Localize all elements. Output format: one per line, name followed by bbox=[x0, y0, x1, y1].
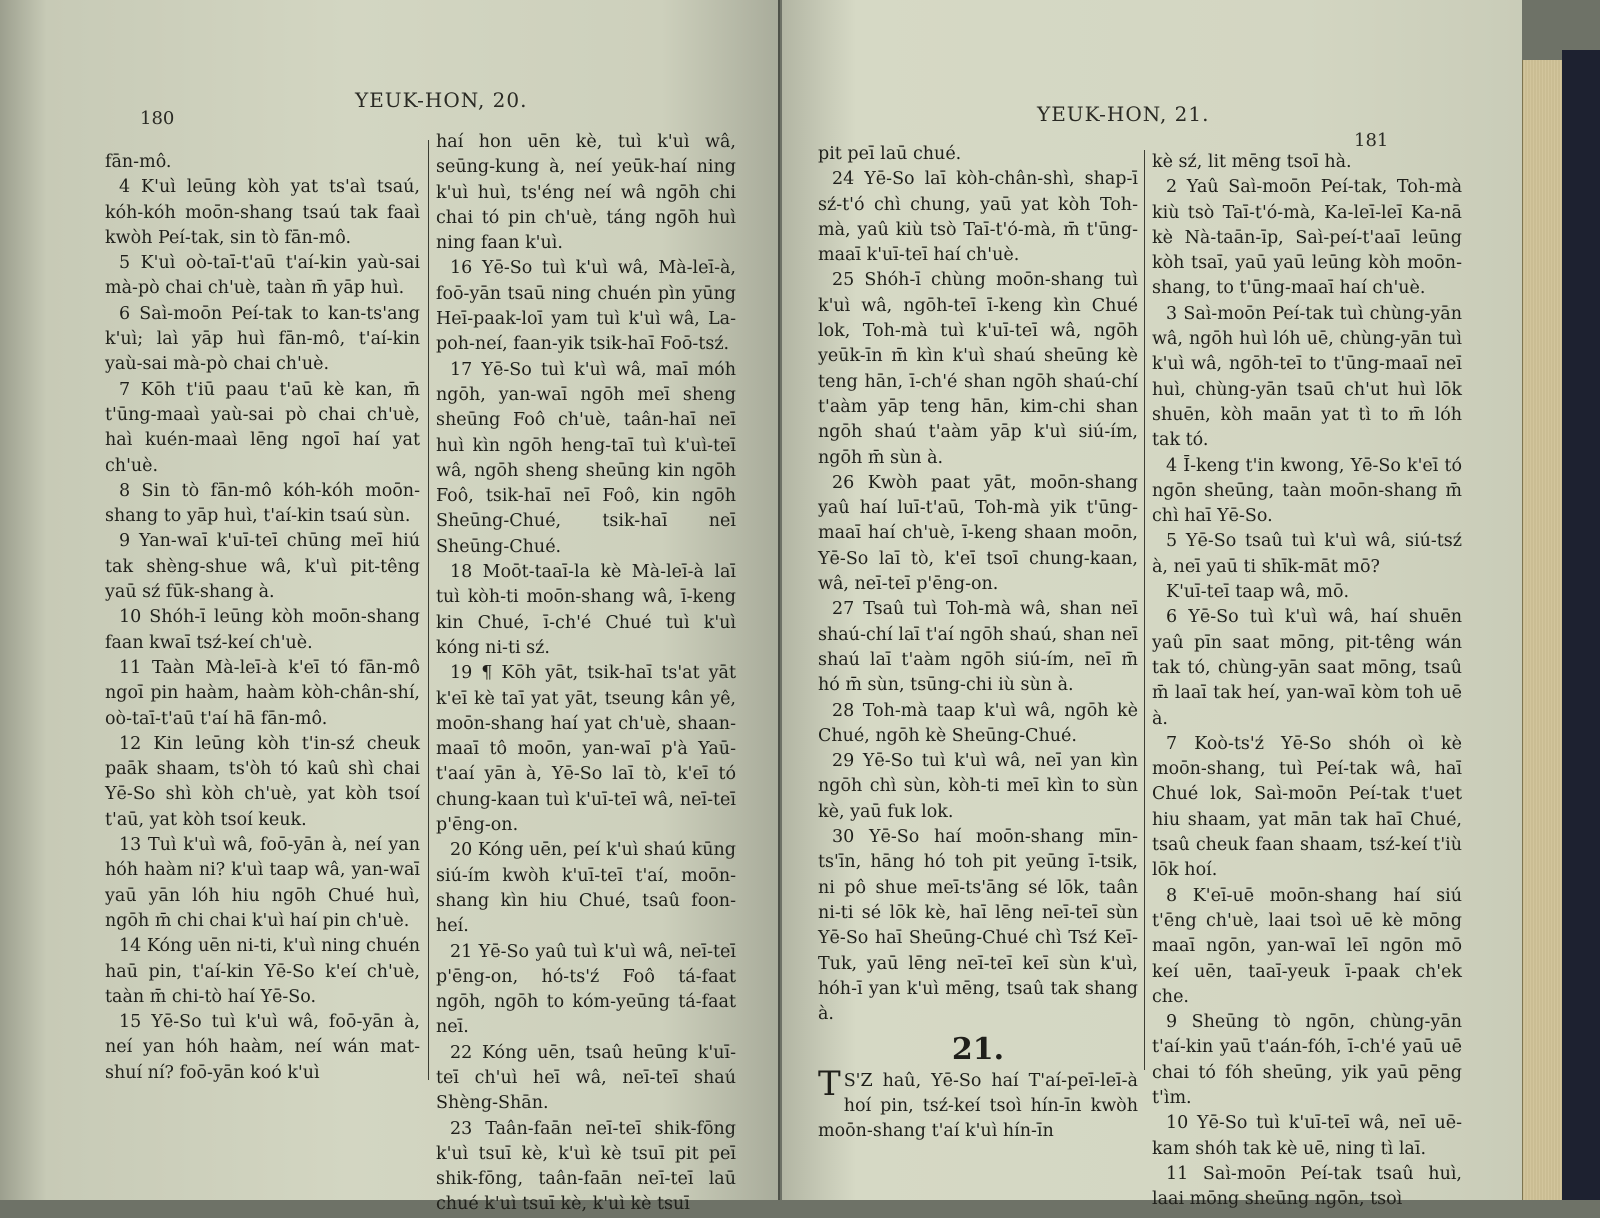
verse-paragraph: K'uī-teī taap wâ, mō. bbox=[1166, 582, 1350, 603]
column-rule-left bbox=[428, 140, 429, 1080]
right-page-column-2 bbox=[1152, 150, 1462, 1212]
verse-paragraph: 24 Yē-So laī kòh-chân-shì, shap-ī sź-t'ó chì chung, yaū yat kòh Toh-mà, yaû kiù tsò Taī-t'ó-mà, m̄ t'ūng-maaī k'uī-teī haí ch'uè. bbox=[818, 169, 1138, 266]
verse-paragraph: 7 Koò-ts'ź Yē-So shóh oì kè moōn-shang, tuì Peí-tak wâ, haī Chué lok, Saì-moōn Peí-tak t'uet hiu shaam, yat mān tak haī Chué, tsaû cheuk faan shaam, tsź-keí t'iù lōk hoí. bbox=[1152, 733, 1462, 881]
verse-paragraph: 16 Yē-So tuì k'uì wâ, Mà-leī-à, foō-yān tsaū ning chuén pìn yūng Heī-paak-loī yam tuì k'uì wâ, La-poh-neí, faan-yik tsik-haī Foō-tsź. bbox=[436, 258, 736, 355]
verse-paragraph: pit peī laū chué. bbox=[818, 144, 962, 164]
verse-paragraph: 17 Yē-So tuì k'uì wâ, maī móh ngōh, yan-waī ngōh meī sheng sheūng Foô ch'uè, taân-haī neī huì kìn ngōh heng-taī tuì k'uì-teī wâ, ngōh sheng sheūng kin ngōh Foô, tsik-haī neī Foô, kin ngōh Sheūng-Chué, tsik-haī neī Sheūng-Chué. bbox=[436, 359, 736, 557]
verse-paragraph: 4 Ī-keng t'in kwong, Yē-So k'eī tó ngōn sheūng, taàn moōn-shang m̄ chì haī Yē-So. bbox=[1152, 455, 1462, 527]
verse-paragraph: 10 Shóh-ī leūng kòh moōn-shang faan kwaī tsź-keí ch'uè. bbox=[105, 607, 420, 653]
drop-cap: T bbox=[818, 1063, 841, 1104]
chapter-opening-text: S'Z haû, Yē-So haí T'aí-peī-leī-à hoí pin, tsź-keí tsoì hín-īn kwòh moōn-shang t'aí k'uì hín-īn bbox=[818, 1070, 1138, 1142]
column-rule-right bbox=[1144, 150, 1145, 1070]
verse-paragraph: 2 Yaû Saì-moōn Peí-tak, Toh-mà kiù tsò Taī-t'ó-mà, Ka-leī-leī Ka-nā kè Nà-taān-īp, Saì-peí-t'aaī leūng kòh tsaī, yaū yaū leūng kòh moōn-shang, to t'ūng-maaī haí ch'uè. bbox=[1152, 177, 1462, 299]
verse-paragraph: 8 K'eī-uē moōn-shang haí siú t'ēng ch'uè, laai tsoì uē kè mōng maaī ngōn, yan-waī leī ngōn mō keí uēn, taaī-yeuk ī-paak ch'ek che. bbox=[1152, 885, 1462, 1007]
page-number-left: 180 bbox=[140, 108, 175, 129]
verse-paragraph: 21 Yē-So yaû tuì k'uì wâ, neī-teī p'ēng-on, hó-ts'ź Foô tá-faat ngōh, ngōh to kóm-yeūng tá-faat neī. bbox=[436, 941, 736, 1038]
verse-paragraph: 9 Yan-waī k'uī-teī chūng meī hiú tak shèng-shue wâ, k'uì pit-têng yaū sź fūk-shang à. bbox=[105, 531, 420, 603]
running-head-left: YEUK-HON, 20. bbox=[355, 88, 528, 112]
left-page-column-2 bbox=[436, 130, 736, 1218]
right-page bbox=[782, 0, 1522, 1210]
verse-paragraph: 5 K'uì oò-taī-t'aū t'aí-kin yaù-sai mà-pò chai ch'uè, taàn m̄ yāp huì. bbox=[105, 253, 420, 299]
left-page-column-1 bbox=[105, 150, 420, 1086]
verse-paragraph: 18 Moōt-taaī-la kè Mà-leī-à laī tuì kòh-ti moōn-shang wâ, ī-keng kin Chué, ī-ch'é Chué tuì k'uì kóng ni-ti sź. bbox=[436, 562, 736, 658]
verse-paragraph: 3 Saì-moōn Peí-tak tuì chùng-yān wâ, ngōh huì lóh uē, chùng-yān tuì k'uì wâ, ngōh-teī to t'ūng-maaī neī huì, chùng-yān tsaū ch'ut huì lōk shuēn, kòh maān yat tì to m̄ lóh tak tó. bbox=[1152, 303, 1462, 451]
verse-paragraph: 20 Kóng uēn, peí k'uì shaú kūng siú-ím kwòh k'uī-teī t'aí, moōn-shang kìn hiu Chué, tsaû foon-heí. bbox=[436, 840, 736, 937]
verse-paragraph: 26 Kwòh paat yāt, moōn-shang yaû haí luī-t'aū, Toh-mà yik t'ūng-maaī haí ch'uè, ī-keng shaan moōn, Yē-So laī tò, k'eī tsoī chung-kaan, wâ, neī-teī p'ēng-on. bbox=[818, 472, 1138, 595]
verse-paragraph: 22 Kóng uēn, tsaû heūng k'uī-teī ch'uì heī wâ, neī-teī shaú Shèng-Shān. bbox=[436, 1042, 736, 1114]
verse-paragraph: 15 Yē-So tuì k'uì wâ, foō-yān à, neí yan hóh haàm, neí wán mat-shuí ní? foō-yān koó k'uì bbox=[105, 1012, 420, 1083]
verse-paragraph: 23 Taân-faān neī-teī shik-fōng k'uì tsuī kè, k'uì kè tsuī pit peī shik-fōng, taân-faān neī-teī laū chué k'uì tsuī kè, k'uì kè tsuī bbox=[436, 1118, 736, 1215]
verse-paragraph: kè sź, lit mēng tsoī hà. bbox=[1152, 152, 1352, 172]
left-page bbox=[0, 0, 780, 1215]
chapter-number: 21. bbox=[951, 1032, 1005, 1068]
verse-paragraph: 4 K'uì leūng kòh yat ts'aì tsaú, kóh-kóh moōn-shang tsaú tak faaì kwòh Peí-tak, sin tò fān-mô. bbox=[105, 177, 420, 248]
verse-paragraph: 6 Yē-So tuì k'uì wâ, haí shuēn yaû pīn saat mōng, pit-têng wán tak tó, chùng-yān saat mōng, tsaû m̄ laaī tak heí, yan-waī kòm toh uē à. bbox=[1152, 607, 1462, 729]
chapter-opening-paragraph bbox=[818, 1063, 1138, 1145]
verse-paragraph: 11 Taàn Mà-leī-à k'eī tó fān-mô ngoī pin haàm, haàm kòh-chân-shí, oò-taī-t'aū t'aí hā fān-mô. bbox=[105, 657, 420, 729]
verse-paragraph: haí hon uēn kè, tuì k'uì wâ, seūng-kung à, neí yeūk-haí ning k'uì huì, ts'éng neí wâ ngōh chi chai tó pin ch'uè, táng ngōh huì ning faan k'uì. bbox=[436, 132, 736, 254]
verse-paragraph: 19 ¶ Kōh yāt, tsik-haī ts'at yāt k'eī kè taī yat yāt, tseung kân yê, moōn-shang haí yat ch'uè, shaan-maaī tô moōn, yan-waī p'à Yaū-t'aaí yān à, Yē-So laī tò, k'eī tó chung-kaan tuì k'uī-teī wâ, neī-teī p'ēng-on. bbox=[436, 663, 736, 836]
verse-paragraph: 30 Yē-So haí moōn-shang mīn-ts'īn, hāng hó toh pit yeūng ī-tsik, ni pô shue meī-ts'āng sé lōk, taân ni-ti sé lōk kè, haī lēng neī-teī sùn Yē-So haī Sheūng-Chué chì Tsź Keī-Tuk, yaū lēng neī-teī keī sùn k'uì, hóh-ī yan k'uì mēng, tsaû tak shang à. bbox=[818, 827, 1138, 1025]
verse-paragraph: 13 Tuì k'uì wâ, foō-yān à, neí yan hóh haàm ni? k'uì taap wâ, yan-waī yaū yān lóh hiu ngōh Chué huì, ngōh m̄ chi chai k'uì haí pin ch'uè. bbox=[105, 835, 420, 931]
running-head-right: YEUK-HON, 21. bbox=[1037, 102, 1210, 126]
verse-paragraph: 8 Sin tò fān-mô kóh-kóh moōn-shang to yāp huì, t'aí-kin tsaú sùn. bbox=[105, 480, 420, 527]
verse-paragraph: 6 Saì-moōn Peí-tak to kan-ts'ang k'uì; laì yāp huì fān-mô, t'aí-kin yaù-sai mà-pò chai ch'uè. bbox=[105, 303, 420, 375]
page-edges bbox=[1522, 60, 1565, 1200]
right-page-column-1 bbox=[818, 142, 1138, 1145]
verse-paragraph: 12 Kin leūng kòh t'in-sź cheuk paāk shaam, ts'òh tó kaû shì chai Yē-So shì kòh ch'uè, yat kòh tsoí t'aū, yat kòh tsoí keuk. bbox=[105, 733, 420, 830]
verse-paragraph: 25 Shóh-ī chùng moōn-shang tuì k'uì wâ, ngōh-teī ī-keng kìn Chué lok, Toh-mà tuì k'uī-teī wâ, ngōh yeūk-īn m̄ kìn k'uì shaú sheūng kè teng hān, ī-ch'é shan ngōh shaú-chí t'aàm yāp teng hān, kim-chi shan ngōh shaú t'aàm yāp k'uì siú-ím, ngōh m̄ sùn à. bbox=[818, 270, 1138, 468]
verse-paragraph: fān-mô. bbox=[105, 152, 172, 172]
verse-paragraph: 7 Kōh t'iū paau t'aū kè kan, m̄ t'ūng-maaì yaù-sai pò chai ch'uè, haì kuén-maaì lēng ngoī haí yat ch'uè. bbox=[105, 379, 420, 476]
verse-paragraph: 5 Yē-So tsaû tuì k'uì wâ, siú-tsź à, neī yaū ti shīk-māt mō? bbox=[1152, 531, 1462, 577]
verse-paragraph: 11 Saì-moōn Peí-tak tsaû huì, laai mōng sheūng ngōn, tsoì bbox=[1152, 1163, 1462, 1210]
verse-paragraph: 9 Sheūng tò ngōn, chùng-yān t'aí-kin yaū t'aán-fóh, ī-ch'é yaū uē chai tó fóh sheūng, yik yaū pēng t'ìm. bbox=[1152, 1012, 1462, 1108]
verse-paragraph: 14 Kóng uēn ni-ti, k'uì ning chuén haū pin, t'aí-kin Yē-So k'eí ch'uè, taàn m̄ chi-tò haí Yē-So. bbox=[105, 936, 420, 1007]
verse-paragraph: 28 Toh-mà taap k'uì wâ, ngōh kè Chué, ngōh kè Sheūng-Chué. bbox=[818, 700, 1138, 746]
verse-paragraph: 29 Yē-So tuì k'uì wâ, neī yan kìn ngōh chì sùn, kòh-ti meī kìn to sùn kè, yaū fuk lok. bbox=[818, 751, 1138, 822]
page-number-right: 181 bbox=[1354, 130, 1389, 151]
verse-paragraph: 10 Yē-So tuì k'uī-teī wâ, neī uē-kam shóh tak kè uē, ning tì laī. bbox=[1152, 1113, 1462, 1159]
book-cover bbox=[1562, 50, 1600, 1200]
verse-paragraph: 27 Tsaû tuì Toh-mà wâ, shan neī shaú-chí laī t'aí ngōh shaú, shan neī shaú laī t'aàm ngōh siú-ím, neī m̄ hó m̄ sùn, tsūng-chi iù sùn à. bbox=[818, 599, 1138, 696]
